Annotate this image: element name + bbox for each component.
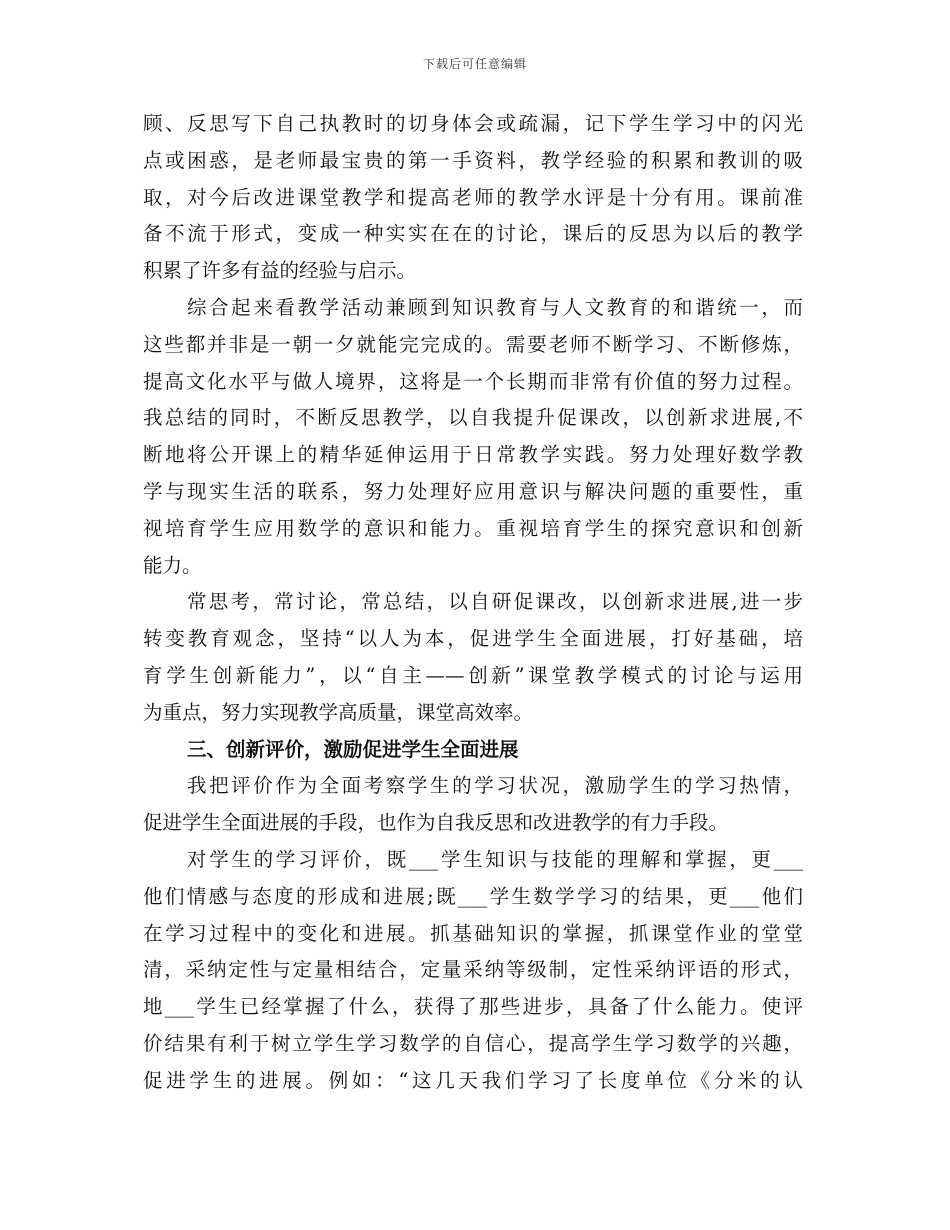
text-line: 取，对今后改进课堂教学和提高老师的教学水评是十分有用。课前准 [143,185,803,209]
text-line: 为重点，努力实现教学高质量，课堂高效率。 [143,700,534,724]
text-line: 促进学生全面进展的手段，也作为自我反思和改进教学的有力手段。 [143,811,729,835]
paragraph-first-line: 我把评价作为全面考察学生的学习状况，激励学生的学习热情， [187,774,803,798]
text-line: 清，采纳定性与定量相结合，定量采纳等级制，定性采纳评语的形式， [143,958,803,982]
text-line: 提高文化水平与做人境界，这将是一个长期而非常有价值的努力过程。 [143,369,803,393]
text-line: 顾、反思写下自己执教时的切身体会或疏漏，记下学生学习中的闪光 [143,112,803,135]
text-line: 促进学生的进展。例如：“这几天我们学习了长度单位《分米的认 [143,1068,803,1092]
paragraph-first-line: 对学生的学习评价，既___学生知识与技能的理解和掌握，更___ [187,847,803,871]
text-line: 视培育学生应用数学的意识和能力。重视培育学生的探究意识和创新 [143,516,803,540]
text-line: 这些都并非是一朝一夕就能完完成的。需要老师不断学习、不断修炼， [143,332,803,356]
page-header: 下载后可任意编辑 [422,57,527,71]
text-line: 我总结的同时，不断反思教学，以自我提升促课改，以创新求进展,不 [143,406,803,430]
text-line: 学与现实生活的联系，努力处理好应用意识与解决问题的重要性，重 [143,479,803,503]
document-body [143,106,803,1100]
text-line: 价结果有利于树立学生学习数学的自信心，提高学生学习数学的兴趣， [143,1031,803,1055]
text-line: 在学习过程中的变化和进展。抓基础知识的掌握，抓课堂作业的堂堂 [143,921,803,945]
paragraph-first-line: 常思考，常讨论，常总结，以自研促课改，以创新求进展,进一步 [187,590,803,614]
text-line: 他们情感与态度的形成和进展;既___学生数学学习的结果，更___他们 [143,884,803,908]
text-line: 转变教育观念，坚持“以人为本，促进学生全面进展，打好基础，培 [143,627,803,651]
text-line: 能力。 [143,553,202,577]
paragraph-first-line: 综合起来看教学活动兼顾到知识教育与人文教育的和谐统一，而 [187,295,803,319]
text-line: 点或困惑，是老师最宝贵的第一手资料，教学经验的积累和教训的吸 [143,148,803,172]
text-line: 备不流于形式，变成一种实实在在的讨论，课后的反思为以后的教学 [143,222,803,246]
text-line: 断地将公开课上的精华延伸运用于日常教学实践。努力处理好数学教 [143,443,803,467]
text-line: 地___学生已经掌握了什么，获得了那些进步，具备了什么能力。使评 [143,995,803,1019]
text-line: 育学生创新能力”，以“自主——创新”课堂教学模式的讨论与运用 [143,663,803,687]
text-line: 积累了许多有益的经验与启示。 [143,259,417,283]
section-heading: 三、创新评价，激励促进学生全面进展 [187,737,519,761]
